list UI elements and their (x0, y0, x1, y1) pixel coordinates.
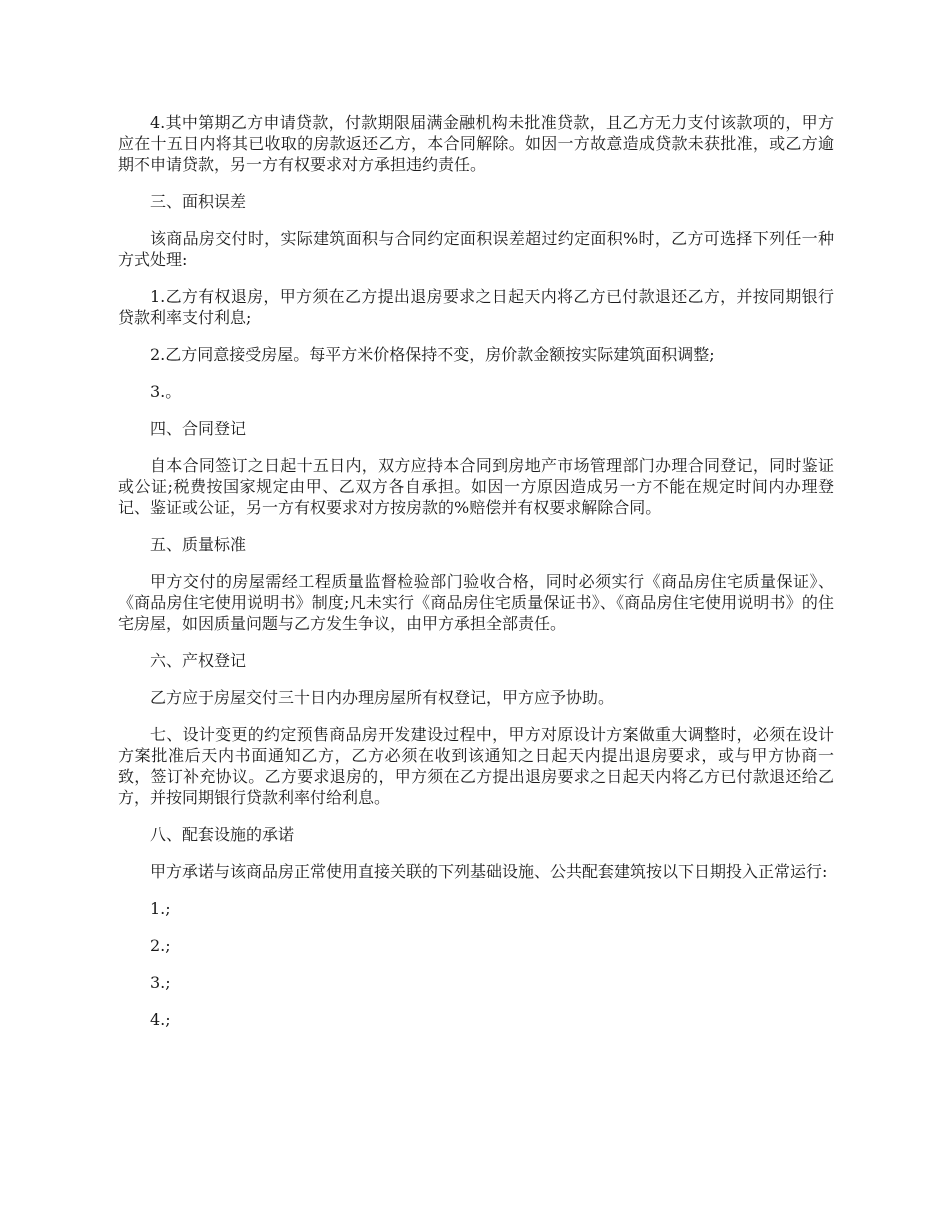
facility-item-4: 4.; (150, 1010, 171, 1029)
section-heading-quality: 五、质量标准 (150, 535, 247, 554)
area-error-paragraph: 该商品房交付时，实际建筑面积与合同约定面积误差超过约定面积%时，乙方可选择下列任一种方式处理: (118, 229, 834, 269)
registration-paragraph: 自本合同签订之日起十五日内，双方应持本合同到房地产市场管理部门办理合同登记，同时鉴证或公证;税费按国家规定由甲、乙双方各自承担。如因一方原因造成另一方不能在规定时间内办理登记、鉴证或公证，另一方有权要求对方按房款的%赔偿并有权要求解除合同。 (118, 456, 834, 517)
facility-item-1: 1.; (150, 899, 171, 918)
clause-4-loan-paragraph: 4.其中第期乙方申请贷款，付款期限届满金融机构未批准贷款，且乙方无力支付该款项的，甲方应在十五日内将其已收取的房款返还乙方，本合同解除。如因一方故意造成贷款未获批准，或乙方逾期不申请贷款，另一方有权要求对方承担违约责任。 (118, 113, 834, 174)
facilities-paragraph: 甲方承诺与该商品房正常使用直接关联的下列基础设施、公共配套建筑按以下日期投入正常运行: (150, 862, 828, 881)
section-heading-area-error: 三、面积误差 (150, 192, 247, 211)
area-option-1: 1.乙方有权退房，甲方须在乙方提出退房要求之日起天内将乙方已付款退还乙方，并按同期银行贷款利率支付利息; (118, 287, 834, 327)
facility-item-2: 2.; (150, 936, 171, 955)
area-option-2: 2.乙方同意接受房屋。每平方米价格保持不变，房价款金额按实际建筑面积调整; (150, 345, 715, 364)
section-heading-property-registration: 六、产权登记 (150, 651, 247, 670)
section-heading-facilities: 八、配套设施的承诺 (150, 825, 295, 844)
document-body (118, 112, 834, 1046)
quality-paragraph: 甲方交付的房屋需经工程质量监督检验部门验收合格，同时必须实行《商品房住宅质量保证》、《商品房住宅使用说明书》制度;凡未实行《商品房住宅质量保证书》、《商品房住宅使用说明书》的住宅房屋，如因质量问题与乙方发生争议，由甲方承担全部责任。 (118, 572, 834, 633)
section-heading-registration: 四、合同登记 (150, 419, 247, 438)
design-change-paragraph: 七、设计变更的约定预售商品房开发建设过程中，甲方对原设计方案做重大调整时，必须在设计方案批准后天内书面通知乙方，乙方必须在收到该通知之日起天内提出退房要求，或与甲方协商一致，签订补充协议。乙方要求退房的，甲方须在乙方提出退房要求之日起天内将乙方已付款退还给乙方，并按同期银行贷款利率付给利息。 (118, 725, 834, 807)
area-option-3: 3.。 (150, 382, 182, 401)
facility-item-3: 3.; (150, 973, 171, 992)
property-registration-paragraph: 乙方应于房屋交付三十日内办理房屋所有权登记，甲方应予协助。 (150, 688, 615, 707)
